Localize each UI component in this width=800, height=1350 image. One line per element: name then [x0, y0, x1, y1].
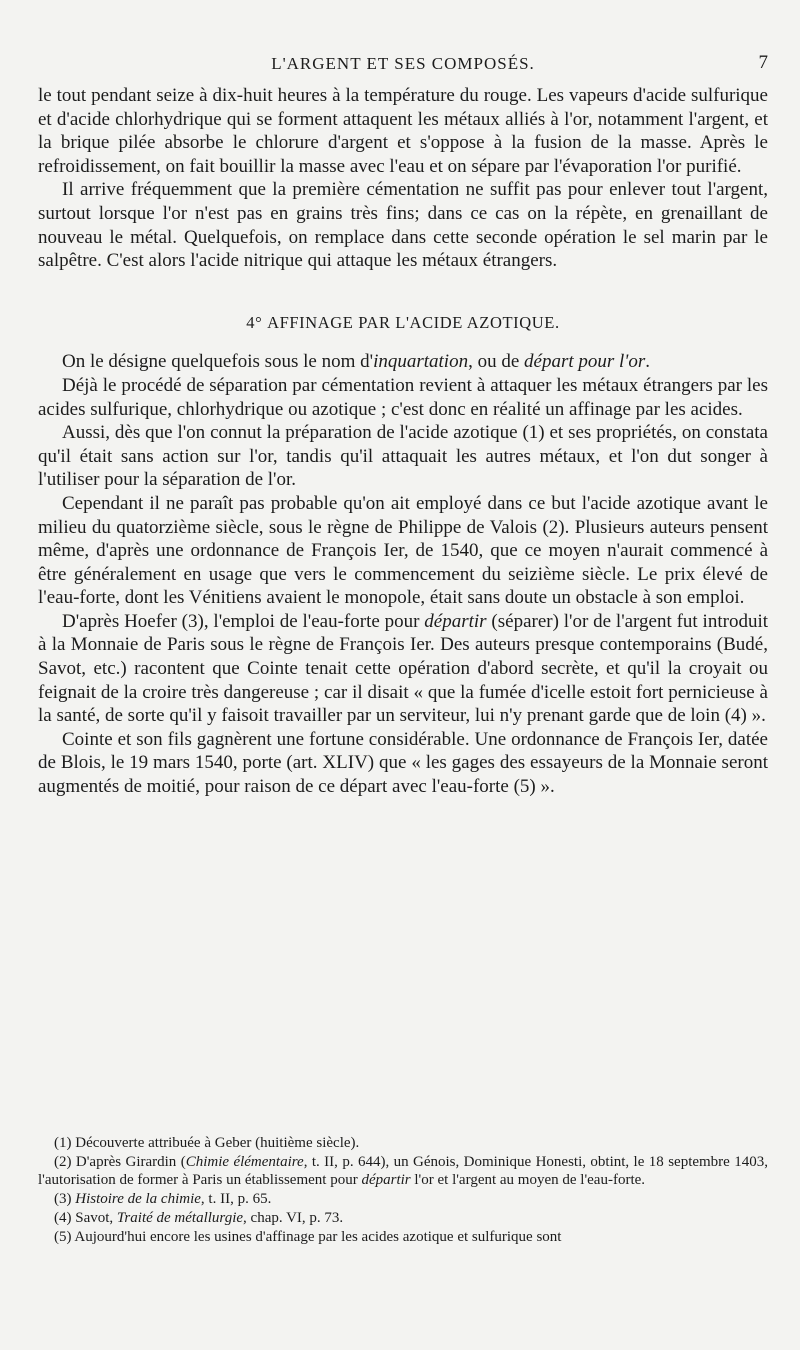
footnote-5: (5) Aujourd'hui encore les usines d'affinage par les acides azotique et sulfurique sont [54, 1228, 562, 1245]
footnote-2-text-a: (2) D'après Girardin ( [54, 1153, 186, 1170]
section-heading [38, 311, 768, 335]
term-departir: départir [424, 610, 487, 632]
footnote-4-text-a: (4) Savot, [54, 1209, 117, 1226]
footnote-3 [38, 1190, 768, 1209]
section-title: AFFINAGE PAR L'ACIDE AZOTIQUE. [267, 312, 560, 332]
hoefer-text-after: (séparer) l'or de l'argent fut introduit à la Monnaie de Paris sous le règne de François Ier. Des auteurs presque contemporains (Budé, Savot, etc.) racontent que Cointe tenait cette opération d'abord secrète, et qu'il la croyait ou feignait de la croire très dangereuse ; car il disait « que la fumée d'icelle estoit fort pernicieuse à la santé, de sorte qu'il y faisoit travailler par un serviteur, lui n'y prenant garde que de loin (4) ». [38, 610, 768, 727]
paragraph-cementation-acids: Déjà le procédé de séparation par cémentation revient à attaquer les métaux étrangers par les acides sulfurique, chlorhydrique ou azotique ; c'est donc en réalité un affinage par les acides. [38, 374, 768, 420]
footnote-2-book-title: Chimie élémentaire [185, 1153, 304, 1170]
term-inquartation: inquartation [373, 351, 469, 373]
hoefer-text-before: D'après Hoefer (3), l'emploi de l'eau-forte pour [62, 610, 425, 632]
footnote-2-text-c: l'or et l'argent au moyen de l'eau-forte. [410, 1172, 646, 1189]
paragraph-cementation: Il arrive fréquemment que la première cémentation ne suffit pas pour enlever tout l'argent, surtout lorsque l'or n'est pas en grains très fins; dans ce cas on la répète, en grenaillant de nouveau le métal. Quelquefois, on remplace dans cette seconde opération le sel marin par le salpêtre. C'est alors l'acide nitrique qui attaque les métaux étrangers. [38, 179, 768, 272]
footnote-1: (1) Découverte attribuée à Geber (huitième siècle). [54, 1135, 360, 1151]
footnote-2-term: départir [361, 1172, 411, 1189]
footnote-2-text-b: , t. II, p. 644), un Génois, Dominique Honesti, obtint, le 18 septembre 1403, l'autorisation de former à Paris un établissement pour [38, 1153, 768, 1189]
footnote-3-text-a: (3) [54, 1191, 76, 1208]
footnote-3-book-title: Histoire de la chimie [75, 1191, 201, 1208]
main-text [38, 84, 768, 799]
footnotes [38, 1134, 768, 1246]
footnote-2 [38, 1153, 768, 1190]
running-title: L'ARGENT ET SES COMPOSÉS. [271, 54, 535, 73]
footnote-4 [38, 1209, 768, 1228]
footnote-4-book-title: Traité de métallurgie [116, 1209, 244, 1226]
page-number: 7 [758, 52, 768, 73]
designation-text-after: . [645, 351, 651, 373]
designation-text-middle: , ou de [468, 351, 525, 373]
paragraph-history: Cependant il ne paraît pas probable qu'on ait employé dans ce but l'acide azotique avant le milieu du quatorzième siècle, sous le règne de Philippe de Valois (2). Plusieurs auteurs pensent même, d'après une ordonnance de François Ier, de 1540, que ce moyen n'aurait commencé à être généralement en usage que vers le commencement du seizième siècle. Le prix élevé de l'eau-forte, dont les Vénitiens avaient le monopole, était sans doute un obstacle à son emploi. [38, 492, 768, 609]
footnote-4-text-b: , chap. VI, p. 73. [243, 1209, 344, 1226]
paragraph-designation [38, 350, 768, 374]
footnote-3-text-b: , t. II, p. 65. [200, 1191, 272, 1208]
paragraph-azotic-acid: Aussi, dès que l'on connut la préparation de l'acide azotique (1) et ses propriétés, on constata qu'il était sans action sur l'or, tandis qu'il attaquait les autres métaux, et l'on dut songer à l'utiliser pour la séparation de l'or. [38, 422, 768, 491]
page-header [38, 50, 768, 80]
section-number: 4° [246, 312, 263, 332]
paragraph-cointe: Cointe et son fils gagnèrent une fortune considérable. Une ordonnance de François Ier, datée de Blois, le 19 mars 1540, porte (art. XLIV) que « les gages des essayeurs de la Monnaie seront augmentés de moitié, pour raison de ce départ avec l'eau-forte (5) ». [38, 728, 768, 798]
paragraph-continuation: le tout pendant seize à dix-huit heures à la température du rouge. Les vapeurs d'acide sulfurique et d'acide chlorhydrique qui se forment attaquent les métaux alliés à l'or, notamment l'argent, et la brique pilée absorbe le chlorure d'argent et s'oppose à la fusion de la masse. Après le refroidissement, on fait bouillir la masse avec l'eau et on sépare par l'évaporation l'or purifié. [38, 85, 768, 177]
term-depart-pour-lor: départ pour l'or [524, 351, 646, 373]
designation-text-before: On le désigne quelquefois sous le nom d' [62, 351, 374, 373]
paragraph-hoefer [38, 610, 768, 728]
